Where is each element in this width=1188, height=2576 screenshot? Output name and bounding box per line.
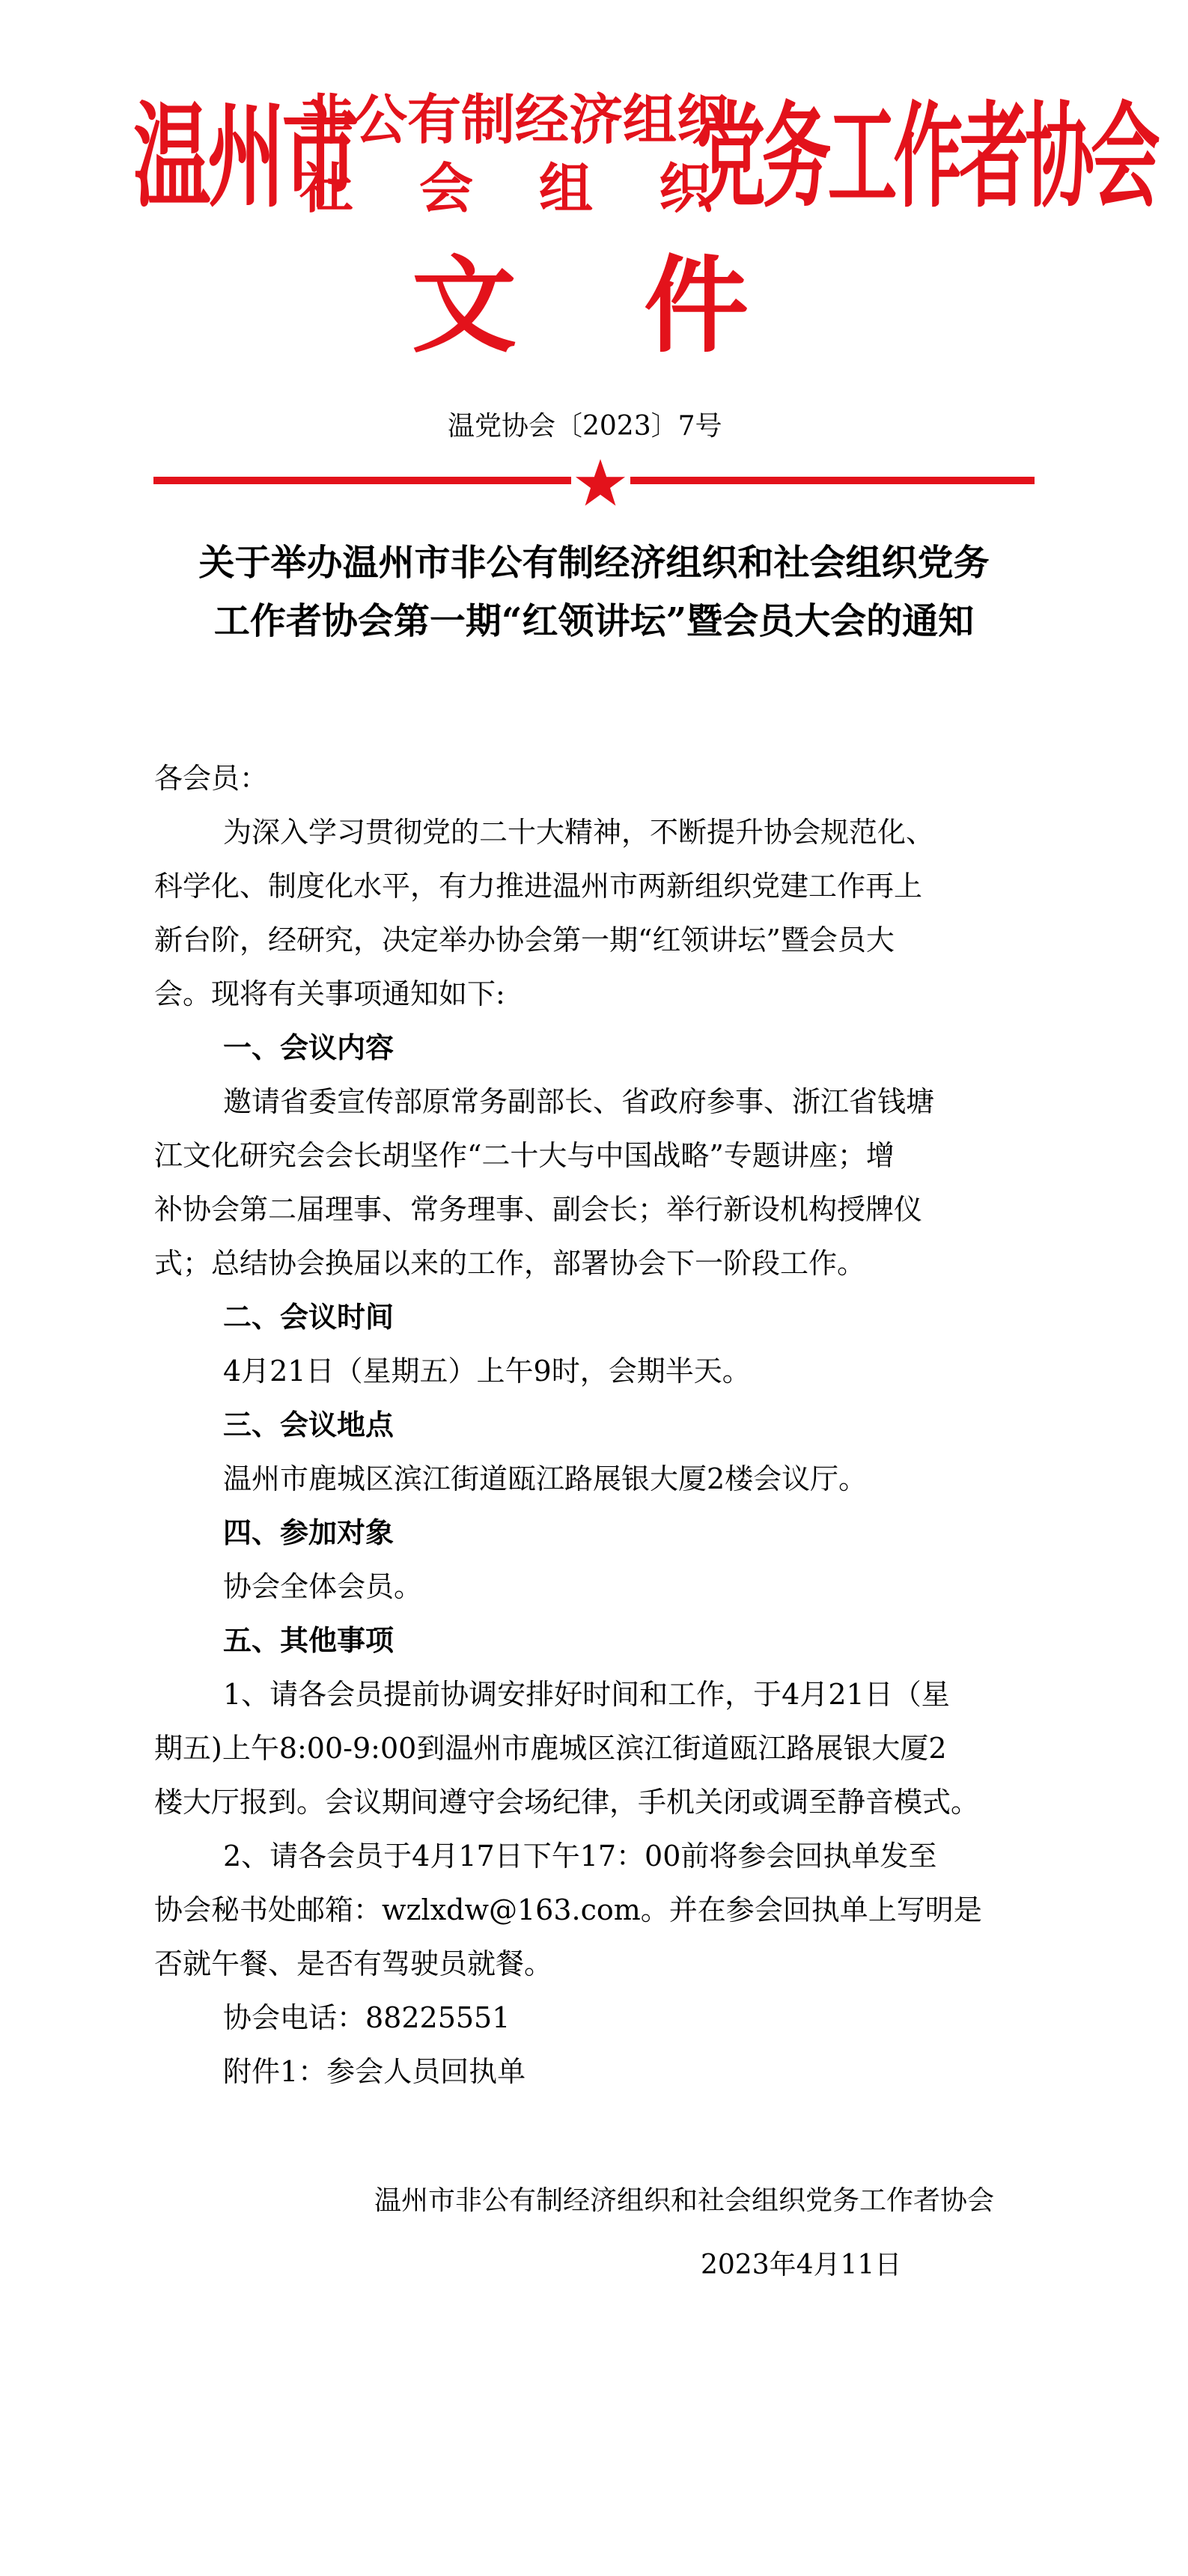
other-item1-line: 1、请各会员提前协调安排好时间和工作，于4月21日（星	[223, 1678, 950, 1711]
other-item2-line: 否就午餐、是否有驾驶员就餐。	[154, 1947, 553, 1980]
other-item1-line: 期五)上午8:00-9:00到温州市鹿城区滨江街道瓯江路展银大厦2	[154, 1732, 947, 1765]
section-text-line: 式；总结协会换届以来的工作，部署协会下一阶段工作。	[154, 1247, 866, 1280]
association-phone: 协会电话：88225551	[223, 2001, 511, 2034]
section-heading-content: 一、会议内容	[223, 1031, 395, 1064]
other-item2-line: 协会秘书处邮箱：wzlxdw@163.com。并在参会回执单上写明是	[154, 1893, 982, 1926]
section-heading-time: 二、会议时间	[223, 1300, 395, 1334]
intro-line: 新台阶，经研究，决定举办协会第一期“红领讲坛”暨会员大	[154, 924, 895, 956]
issuer-signature: 温州市非公有制经济组织和社会组织党务工作者协会	[374, 2185, 995, 2216]
other-item1-line: 楼大厅报到。会议期间遵守会场纪律，手机关闭或调至静音模式。	[154, 1786, 980, 1819]
issue-date: 2023年4月11日	[701, 2250, 902, 2280]
intro-line: 为深入学习贯彻党的二十大精神，不断提升协会规范化、	[223, 816, 935, 849]
salutation: 各会员：	[154, 762, 269, 795]
header-org-line1: 非公有制经济组织	[299, 88, 731, 151]
section-heading-other: 五、其他事项	[223, 1623, 395, 1657]
attachment-note: 附件1：参会人员回执单	[223, 2055, 526, 2088]
header-doc-label: 文件	[412, 245, 877, 367]
header-org-suffix: 党务工作者协会	[696, 91, 1157, 223]
section-text-line: 邀请省委宣传部原常务副部长、省政府参事、浙江省钱塘	[223, 1085, 935, 1118]
section-text-line: 江文化研究会会长胡坚作“二十大与中国战略”专题讲座；增	[154, 1139, 895, 1172]
notice-title-line1: 关于举办温州市非公有制经济组织和社会组织党务	[198, 542, 990, 584]
intro-line: 会。现将有关事项通知如下:	[154, 977, 505, 1010]
star-icon	[573, 458, 627, 507]
section-heading-place: 三、会议地点	[223, 1408, 395, 1441]
notice-title-line2: 工作者协会第一期“红领讲坛”暨会员大会的通知	[213, 600, 975, 642]
section-heading-attendees: 四、参加对象	[223, 1516, 395, 1549]
meeting-place: 温州市鹿城区滨江街道瓯江路展银大厦2楼会议厅。	[223, 1462, 868, 1495]
header-org-line2: 社会组织	[299, 157, 779, 220]
intro-line: 科学化、制度化水平，有力推进温州市两新组织党建工作再上	[154, 870, 923, 903]
attendees: 协会全体会员。	[223, 1570, 423, 1603]
red-rule-left	[153, 477, 571, 484]
meeting-time: 4月21日（星期五）上午9时，会期半天。	[223, 1355, 751, 1388]
section-text-line: 补协会第二届理事、常务理事、副会长；举行新设机构授牌仪	[154, 1193, 923, 1226]
document-number: 温党协会〔2023〕7号	[448, 411, 722, 442]
other-item2-line: 2、请各会员于4月17日下午17：00前将参会回执单发至	[223, 1840, 937, 1873]
header-city: 温州市	[133, 91, 356, 223]
red-rule-right	[630, 477, 1035, 484]
